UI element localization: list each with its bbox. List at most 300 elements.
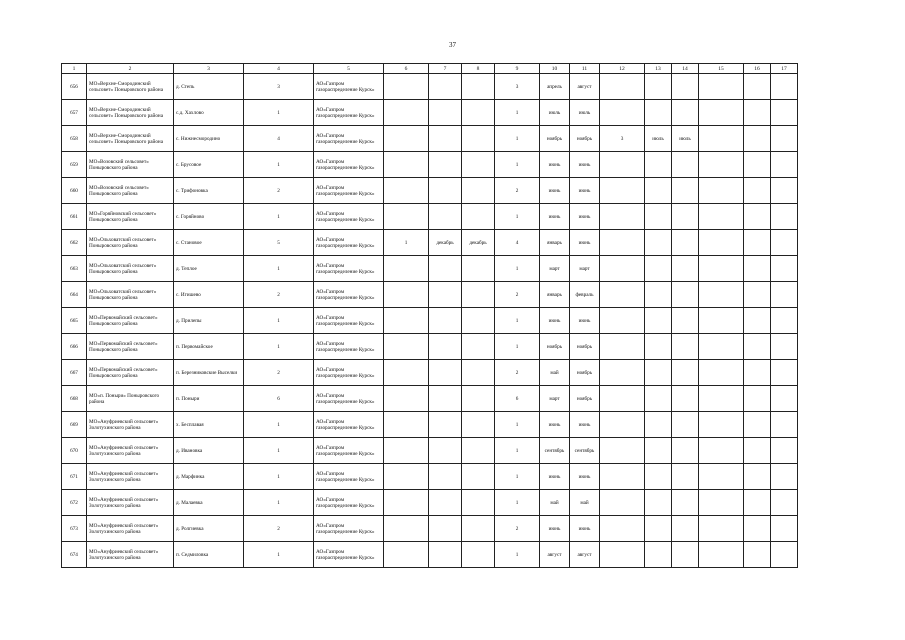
table-cell-col-5: АО«Газпром газораспределение Курск»: [314, 438, 384, 464]
table-cell-col-14: [672, 178, 699, 204]
table-cell-col-15: [699, 490, 744, 516]
table-cell-col-6: [384, 282, 429, 308]
table-cell-col-3: д. Ивановка: [174, 438, 244, 464]
table-cell-col-14: [672, 256, 699, 282]
table-cell-col-4: 4: [244, 126, 314, 152]
table-cell-col-1: 666: [62, 334, 87, 360]
table-cell-col-7: [429, 126, 462, 152]
table-cell-col-2: МО«Ануфриевский сельсовет» Золотухинского района: [87, 542, 174, 568]
table-cell-col-10: ноябрь: [540, 126, 570, 152]
table-cell-col-9: 2: [495, 282, 540, 308]
table-cell-col-11: июнь: [570, 308, 600, 334]
table-cell-col-9: 1: [495, 334, 540, 360]
table-cell-col-12: [600, 542, 645, 568]
table-cell-col-14: [672, 230, 699, 256]
table-cell-col-16: [744, 516, 771, 542]
table-cell-col-8: [462, 256, 495, 282]
table-cell-col-12: [600, 386, 645, 412]
table-cell-col-4: 1: [244, 308, 314, 334]
table-cell-col-13: [645, 360, 672, 386]
table-cell-col-3: с. Нижнесмородино: [174, 126, 244, 152]
table-cell-col-14: [672, 152, 699, 178]
table-cell-col-3: д. Степь: [174, 74, 244, 100]
table-cell-col-10: июнь: [540, 152, 570, 178]
table-cell-col-5: АО«Газпром газораспределение Курск»: [314, 74, 384, 100]
table-cell-col-7: [429, 334, 462, 360]
table-cell-col-16: [744, 412, 771, 438]
table-cell-col-16: [744, 334, 771, 360]
table-cell-col-17: [771, 438, 798, 464]
table-cell-col-10: июнь: [540, 308, 570, 334]
table-cell-col-16: [744, 100, 771, 126]
table-cell-col-4: 5: [244, 230, 314, 256]
table-cell-col-13: [645, 464, 672, 490]
table-cell-col-2: МО«Ольховатский сельсовет» Поныровского района: [87, 230, 174, 256]
table-cell-col-1: 673: [62, 516, 87, 542]
table-cell-col-6: [384, 438, 429, 464]
table-cell-col-16: [744, 74, 771, 100]
table-cell-col-2: МО«Возовский сельсовет» Поныровского района: [87, 178, 174, 204]
table-cell-col-12: [600, 516, 645, 542]
table-cell-col-14: [672, 542, 699, 568]
column-header-4: 4: [244, 64, 314, 74]
table-cell-col-14: [672, 386, 699, 412]
column-header-2: 2: [87, 64, 174, 74]
table-cell-col-5: АО«Газпром газораспределение Курск»: [314, 334, 384, 360]
table-cell-col-7: [429, 438, 462, 464]
table-cell-col-9: 1: [495, 204, 540, 230]
table-cell-col-15: [699, 126, 744, 152]
table-cell-col-7: [429, 516, 462, 542]
table-cell-col-6: [384, 308, 429, 334]
table-cell-col-9: 4: [495, 230, 540, 256]
table-row: [62, 438, 798, 464]
table-cell-col-14: [672, 412, 699, 438]
table-cell-col-15: [699, 178, 744, 204]
table-cell-col-11: июнь: [570, 204, 600, 230]
table-cell-col-2: МО«Ольховатский сельсовет» Поныровского района: [87, 256, 174, 282]
column-header-3: 3: [174, 64, 244, 74]
table-cell-col-8: [462, 74, 495, 100]
table-cell-col-8: [462, 308, 495, 334]
table-cell-col-17: [771, 74, 798, 100]
table-cell-col-13: [645, 74, 672, 100]
table-cell-col-6: [384, 178, 429, 204]
table-cell-col-9: 2: [495, 516, 540, 542]
table-cell-col-16: [744, 438, 771, 464]
table-cell-col-3: д. Прилепы: [174, 308, 244, 334]
table-cell-col-1: 656: [62, 74, 87, 100]
table-cell-col-8: [462, 282, 495, 308]
table-cell-col-10: август: [540, 542, 570, 568]
table-cell-col-4: 6: [244, 386, 314, 412]
table-cell-col-14: [672, 360, 699, 386]
table-cell-col-17: [771, 464, 798, 490]
table-cell-col-7: [429, 204, 462, 230]
table-cell-col-1: 659: [62, 152, 87, 178]
table-cell-col-7: [429, 386, 462, 412]
table-cell-col-13: [645, 334, 672, 360]
table-cell-col-16: [744, 490, 771, 516]
table-cell-col-5: АО«Газпром газораспределение Курск»: [314, 256, 384, 282]
table-cell-col-7: декабрь: [429, 230, 462, 256]
table-cell-col-13: [645, 256, 672, 282]
table-cell-col-13: [645, 152, 672, 178]
table-cell-col-2: МО«Первомайский сельсовет» Поныровского района: [87, 308, 174, 334]
table-cell-col-10: январь: [540, 230, 570, 256]
table-cell-col-11: ноябрь: [570, 334, 600, 360]
table-cell-col-1: 672: [62, 490, 87, 516]
page-number: 37: [449, 41, 456, 49]
table-cell-col-6: 1: [384, 230, 429, 256]
column-header-1: 1: [62, 64, 87, 74]
table-cell-col-8: [462, 490, 495, 516]
table-cell-col-17: [771, 178, 798, 204]
table-cell-col-12: [600, 256, 645, 282]
column-header-6: 6: [384, 64, 429, 74]
table-cell-col-16: [744, 360, 771, 386]
table-cell-col-6: [384, 360, 429, 386]
table-row: [62, 230, 798, 256]
table-cell-col-13: [645, 282, 672, 308]
table-cell-col-2: МО«Первомайский сельсовет» Поныровского района: [87, 360, 174, 386]
table-cell-col-17: [771, 100, 798, 126]
table-cell-col-1: 667: [62, 360, 87, 386]
table-cell-col-2: МО«Ануфриевский сельсовет» Золотухинского района: [87, 412, 174, 438]
table-cell-col-1: 662: [62, 230, 87, 256]
table-cell-col-1: 657: [62, 100, 87, 126]
table-row: [62, 412, 798, 438]
table-cell-col-11: июнь: [570, 412, 600, 438]
table-row: [62, 542, 798, 568]
table-cell-col-5: АО«Газпром газораспределение Курск»: [314, 490, 384, 516]
table-cell-col-13: [645, 542, 672, 568]
table-cell-col-17: [771, 152, 798, 178]
table-cell-col-2: МО«Ануфриевский сельсовет» Золотухинского района: [87, 438, 174, 464]
table-cell-col-10: апрель: [540, 74, 570, 100]
table-cell-col-17: [771, 308, 798, 334]
table-cell-col-8: [462, 152, 495, 178]
table-cell-col-1: 671: [62, 464, 87, 490]
table-cell-col-11: июнь: [570, 152, 600, 178]
table-cell-col-10: май: [540, 490, 570, 516]
column-number-row: [62, 64, 798, 74]
table-cell-col-3: х. Бесплавая: [174, 412, 244, 438]
table-cell-col-11: июнь: [570, 178, 600, 204]
table-cell-col-9: 6: [495, 386, 540, 412]
table-cell-col-17: [771, 126, 798, 152]
table-cell-col-2: МО«Ануфриевский сельсовет» Золотухинского района: [87, 516, 174, 542]
table-cell-col-9: 1: [495, 542, 540, 568]
table-cell-col-10: май: [540, 360, 570, 386]
table-cell-col-9: 1: [495, 126, 540, 152]
table-cell-col-17: [771, 230, 798, 256]
table-cell-col-13: [645, 230, 672, 256]
table-cell-col-16: [744, 308, 771, 334]
table-cell-col-3: с. Становое: [174, 230, 244, 256]
table-cell-col-16: [744, 464, 771, 490]
table-cell-col-10: ноябрь: [540, 334, 570, 360]
table-cell-col-3: с. Игишево: [174, 282, 244, 308]
table-cell-col-3: п. Поныри: [174, 386, 244, 412]
table-row: [62, 516, 798, 542]
table-cell-col-13: июль: [645, 126, 672, 152]
table-cell-col-9: 1: [495, 256, 540, 282]
table-cell-col-9: 1: [495, 490, 540, 516]
table-cell-col-12: [600, 412, 645, 438]
table-cell-col-17: [771, 490, 798, 516]
table-cell-col-10: июнь: [540, 464, 570, 490]
table-cell-col-3: д. Теплое: [174, 256, 244, 282]
table-cell-col-2: МО«Первомайский сельсовет» Поныровского района: [87, 334, 174, 360]
table-cell-col-12: [600, 74, 645, 100]
table-cell-col-3: с. Трифоновка: [174, 178, 244, 204]
table-cell-col-6: [384, 256, 429, 282]
table-row: [62, 178, 798, 204]
table-cell-col-5: АО«Газпром газораспределение Курск»: [314, 152, 384, 178]
table-cell-col-12: [600, 230, 645, 256]
table-cell-col-13: [645, 412, 672, 438]
table-cell-col-12: [600, 464, 645, 490]
column-header-5: 5: [314, 64, 384, 74]
table-cell-col-14: [672, 516, 699, 542]
table-row: [62, 386, 798, 412]
table-row: [62, 490, 798, 516]
table-cell-col-10: январь: [540, 282, 570, 308]
table-cell-col-2: МО«Ануфриевский сельсовет» Золотухинского района: [87, 490, 174, 516]
table-row: [62, 126, 798, 152]
table-cell-col-7: [429, 308, 462, 334]
table-cell-col-14: [672, 74, 699, 100]
table-cell-col-15: [699, 74, 744, 100]
table-cell-col-10: июнь: [540, 204, 570, 230]
table-row: [62, 308, 798, 334]
table-cell-col-4: 1: [244, 438, 314, 464]
table-cell-col-15: [699, 282, 744, 308]
table-cell-col-5: АО«Газпром газораспределение Курск»: [314, 100, 384, 126]
table-cell-col-6: [384, 152, 429, 178]
table-cell-col-13: [645, 386, 672, 412]
table-cell-col-2: МО«Ольховатский сельсовет» Поныровского района: [87, 282, 174, 308]
table-cell-col-6: [384, 386, 429, 412]
table-row: [62, 282, 798, 308]
table-cell-col-15: [699, 100, 744, 126]
table-cell-col-3: п. Первомайское: [174, 334, 244, 360]
table-cell-col-14: [672, 334, 699, 360]
table-cell-col-5: АО«Газпром газораспределение Курск»: [314, 516, 384, 542]
table-cell-col-4: 1: [244, 334, 314, 360]
table-cell-col-3: д. Ролгиевка: [174, 516, 244, 542]
table-cell-col-9: 1: [495, 438, 540, 464]
column-header-10: 10: [540, 64, 570, 74]
table-cell-col-12: [600, 490, 645, 516]
column-header-16: 16: [744, 64, 771, 74]
table-cell-col-5: АО«Газпром газораспределение Курск»: [314, 204, 384, 230]
table-cell-col-7: [429, 490, 462, 516]
table-cell-col-17: [771, 204, 798, 230]
table-cell-col-10: март: [540, 386, 570, 412]
table-cell-col-15: [699, 204, 744, 230]
table-cell-col-16: [744, 204, 771, 230]
table-cell-col-6: [384, 542, 429, 568]
table-cell-col-11: август: [570, 542, 600, 568]
table-cell-col-15: [699, 464, 744, 490]
table-cell-col-11: февраль: [570, 282, 600, 308]
table-cell-col-10: сентябрь: [540, 438, 570, 464]
table-cell-col-14: [672, 438, 699, 464]
table-row: [62, 204, 798, 230]
table-cell-col-16: [744, 152, 771, 178]
table-cell-col-5: АО«Газпром газораспределение Курск»: [314, 386, 384, 412]
table-cell-col-15: [699, 334, 744, 360]
table-cell-col-5: АО«Газпром газораспределение Курск»: [314, 542, 384, 568]
table-cell-col-6: [384, 412, 429, 438]
table-cell-col-12: [600, 100, 645, 126]
table-cell-col-9: 2: [495, 360, 540, 386]
table-cell-col-7: [429, 464, 462, 490]
table-cell-col-5: АО«Газпром газораспределение Курск»: [314, 126, 384, 152]
table-cell-col-11: сентябрь: [570, 438, 600, 464]
column-header-14: 14: [672, 64, 699, 74]
table-cell-col-9: 2: [495, 178, 540, 204]
table-cell-col-9: 1: [495, 152, 540, 178]
table-cell-col-1: 668: [62, 386, 87, 412]
table-cell-col-16: [744, 542, 771, 568]
table-body: [62, 74, 798, 568]
table-cell-col-8: декабрь: [462, 230, 495, 256]
table-cell-col-8: [462, 204, 495, 230]
table-cell-col-1: 674: [62, 542, 87, 568]
table-cell-col-3: д. Малаевка: [174, 490, 244, 516]
table-cell-col-12: [600, 334, 645, 360]
table-cell-col-9: 3: [495, 74, 540, 100]
table-cell-col-8: [462, 542, 495, 568]
table-cell-col-17: [771, 386, 798, 412]
table-cell-col-4: 1: [244, 100, 314, 126]
table-cell-col-12: [600, 282, 645, 308]
table-cell-col-15: [699, 542, 744, 568]
table-cell-col-13: [645, 204, 672, 230]
table-cell-col-11: июнь: [570, 230, 600, 256]
table-cell-col-8: [462, 412, 495, 438]
table-row: [62, 152, 798, 178]
table-cell-col-2: МО«Возовский сельсовет» Поныровского района: [87, 152, 174, 178]
table-cell-col-11: май: [570, 490, 600, 516]
table-cell-col-14: июль: [672, 126, 699, 152]
table-cell-col-6: [384, 490, 429, 516]
table-cell-col-12: [600, 204, 645, 230]
table-cell-col-1: 658: [62, 126, 87, 152]
column-header-13: 13: [645, 64, 672, 74]
table-cell-col-4: 2: [244, 178, 314, 204]
table-cell-col-2: МО«Горяйновский сельсовет» Поныровского района: [87, 204, 174, 230]
table-cell-col-7: [429, 256, 462, 282]
table-cell-col-11: июнь: [570, 516, 600, 542]
table-cell-col-17: [771, 360, 798, 386]
table-cell-col-6: [384, 74, 429, 100]
table-cell-col-1: 664: [62, 282, 87, 308]
table-cell-col-15: [699, 386, 744, 412]
table-cell-col-17: [771, 516, 798, 542]
table-cell-col-17: [771, 412, 798, 438]
column-header-8: 8: [462, 64, 495, 74]
table-cell-col-17: [771, 542, 798, 568]
table-cell-col-11: июль: [570, 100, 600, 126]
table-header: [62, 64, 798, 74]
table-cell-col-12: [600, 360, 645, 386]
table-cell-col-2: МО«п. Поныри» Поныровского района: [87, 386, 174, 412]
table-cell-col-7: [429, 100, 462, 126]
column-header-11: 11: [570, 64, 600, 74]
table-cell-col-6: [384, 334, 429, 360]
table-cell-col-3: п. Седмиловка: [174, 542, 244, 568]
table-cell-col-16: [744, 178, 771, 204]
table-cell-col-16: [744, 256, 771, 282]
table-cell-col-8: [462, 360, 495, 386]
table-cell-col-3: д. Марфинка: [174, 464, 244, 490]
table-cell-col-10: июль: [540, 100, 570, 126]
table-cell-col-13: [645, 438, 672, 464]
table-cell-col-4: 2: [244, 516, 314, 542]
table-cell-col-4: 2: [244, 360, 314, 386]
table-cell-col-13: [645, 308, 672, 334]
table-cell-col-14: [672, 100, 699, 126]
table-cell-col-1: 665: [62, 308, 87, 334]
table-cell-col-16: [744, 230, 771, 256]
table-cell-col-12: [600, 178, 645, 204]
table-cell-col-13: [645, 490, 672, 516]
table-cell-col-15: [699, 152, 744, 178]
table-cell-col-15: [699, 256, 744, 282]
table-cell-col-6: [384, 464, 429, 490]
table-row: [62, 360, 798, 386]
table-cell-col-7: [429, 360, 462, 386]
table-cell-col-5: АО«Газпром газораспределение Курск»: [314, 308, 384, 334]
table-cell-col-4: 1: [244, 542, 314, 568]
column-header-12: 12: [600, 64, 645, 74]
table-cell-col-3: с.д. Хахлово: [174, 100, 244, 126]
table-cell-col-4: 3: [244, 74, 314, 100]
table-cell-col-7: [429, 178, 462, 204]
table-cell-col-5: АО«Газпром газораспределение Курск»: [314, 412, 384, 438]
table-cell-col-2: МО«Ануфриевский сельсовет» Золотухинского района: [87, 464, 174, 490]
table-cell-col-10: июнь: [540, 516, 570, 542]
table-cell-col-12: [600, 438, 645, 464]
table-cell-col-8: [462, 386, 495, 412]
table-cell-col-2: МО«Верхне-Смородинский сельсовет» Поныровского района: [87, 126, 174, 152]
table-cell-col-4: 1: [244, 464, 314, 490]
table-cell-col-17: [771, 256, 798, 282]
table-cell-col-17: [771, 282, 798, 308]
table-cell-col-6: [384, 126, 429, 152]
table-cell-col-6: [384, 204, 429, 230]
table-cell-col-14: [672, 464, 699, 490]
table-cell-col-4: 1: [244, 256, 314, 282]
table-cell-col-3: с. Брусовое: [174, 152, 244, 178]
table-cell-col-5: АО«Газпром газораспределение Курск»: [314, 360, 384, 386]
table-cell-col-10: март: [540, 256, 570, 282]
table-cell-col-16: [744, 386, 771, 412]
table-cell-col-15: [699, 438, 744, 464]
column-header-15: 15: [699, 64, 744, 74]
table-cell-col-3: п. Березниковские Выселки: [174, 360, 244, 386]
table-cell-col-11: ноябрь: [570, 386, 600, 412]
table-cell-col-9: 1: [495, 412, 540, 438]
table-cell-col-3: с. Горяйново: [174, 204, 244, 230]
table-cell-col-4: 2: [244, 282, 314, 308]
table-row: [62, 100, 798, 126]
table-cell-col-16: [744, 126, 771, 152]
